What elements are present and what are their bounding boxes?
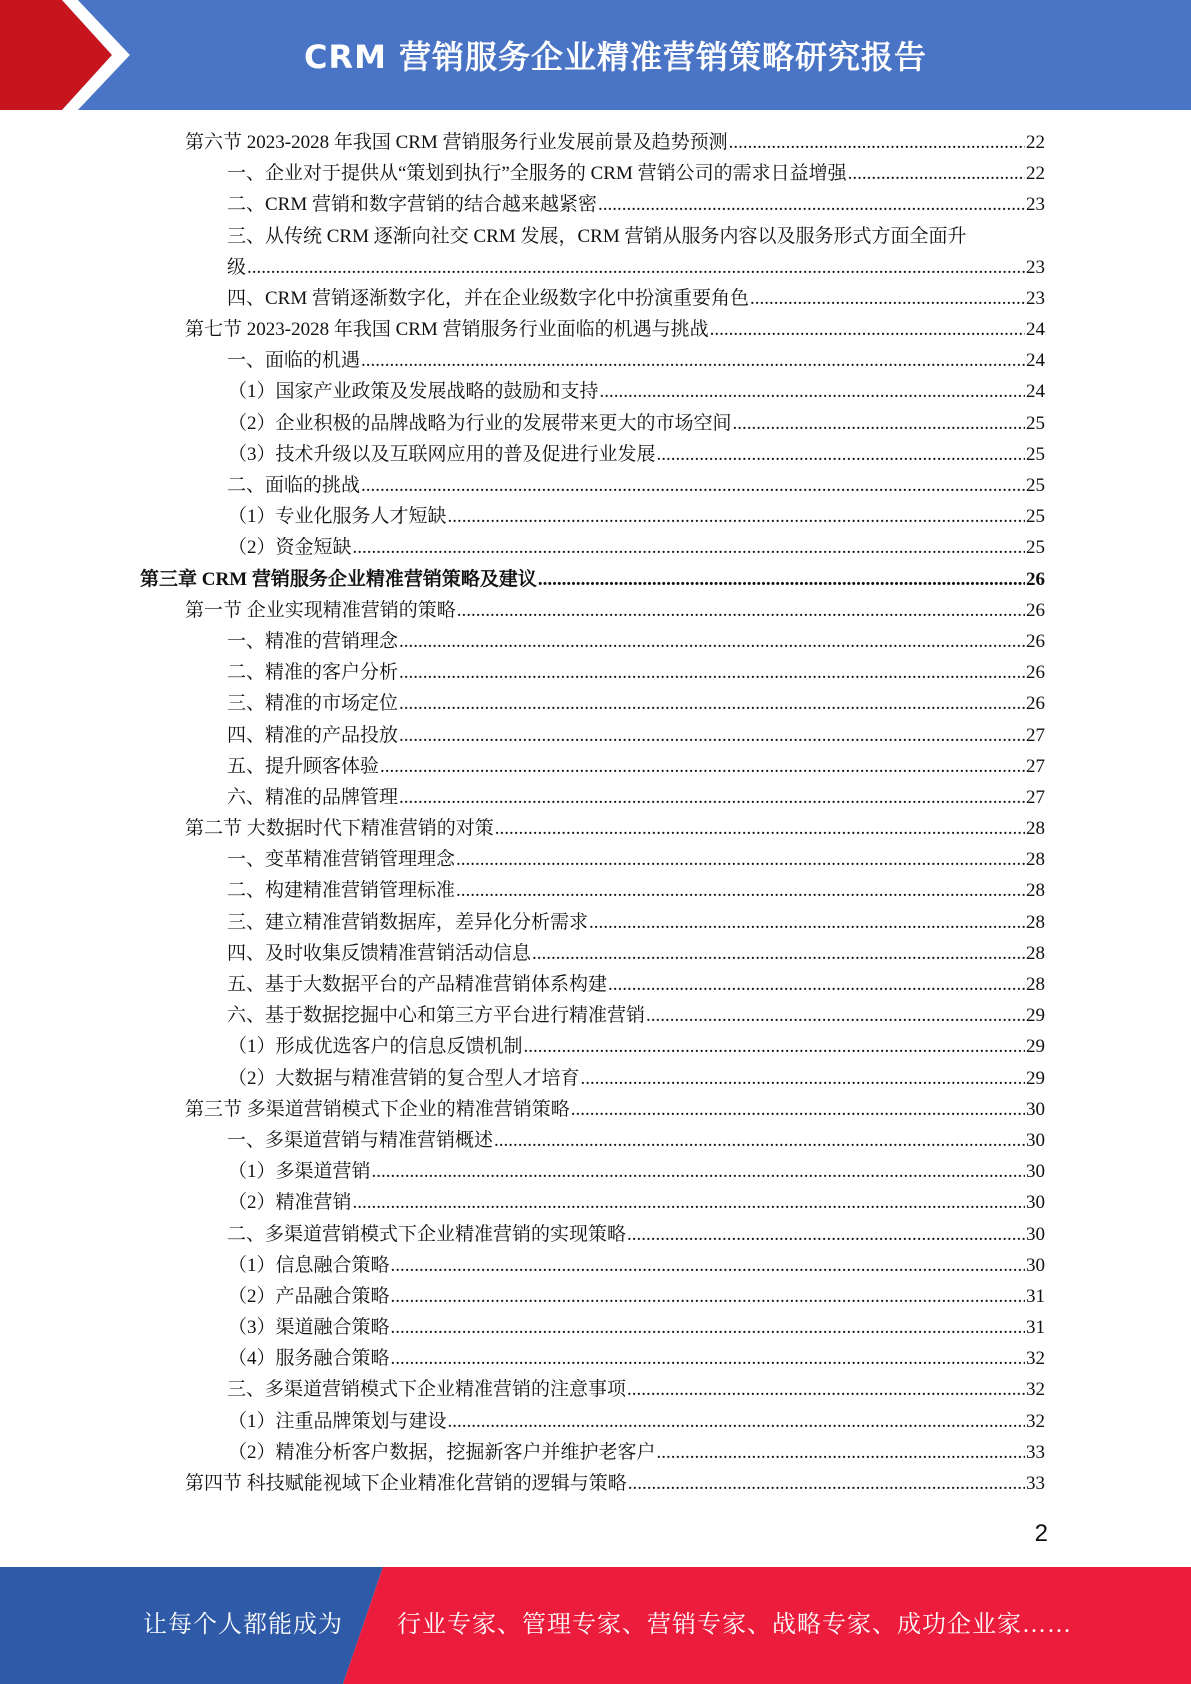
toc-entry-page: 26 <box>1026 568 1045 590</box>
toc-entry-page: 30 <box>1026 1129 1045 1151</box>
toc-entry[interactable] <box>140 1031 1045 1062</box>
toc-leader-dots <box>532 938 1025 969</box>
toc-entry[interactable] <box>140 657 1045 688</box>
toc-entry-label: 六、基于数据挖掘中心和第三方平台进行精准营销 <box>227 1005 646 1027</box>
toc-entry-label: 第四节 科技赋能视域下企业精准化营销的逻辑与策略 <box>185 1473 627 1495</box>
toc-entry[interactable] <box>140 501 1045 532</box>
toc-entry-page: 23 <box>1026 287 1045 309</box>
toc-entry[interactable] <box>140 1000 1045 1031</box>
toc-entry[interactable] <box>140 751 1045 782</box>
toc-leader-dots <box>448 1406 1025 1437</box>
toc-leader-dots <box>729 127 1025 158</box>
toc-entry[interactable] <box>140 626 1045 657</box>
toc-entry-page: 32 <box>1026 1410 1045 1432</box>
toc-leader-dots <box>399 720 1025 751</box>
toc-leader-dots <box>733 408 1025 439</box>
toc-entry[interactable] <box>140 1219 1045 1250</box>
toc-entry[interactable] <box>140 688 1045 719</box>
toc-entry[interactable] <box>140 969 1045 1000</box>
toc-entry-page: 32 <box>1026 1348 1045 1370</box>
toc-entry[interactable] <box>140 1375 1045 1406</box>
toc-entry-label: 五、基于大数据平台的产品精准营销体系构建 <box>227 974 608 996</box>
toc-entry-label: 第七节 2023-2028 年我国 CRM 营销服务行业面临的机遇与挑战 <box>185 319 709 341</box>
toc-leader-dots <box>380 751 1025 782</box>
toc-entry-page: 27 <box>1026 724 1045 746</box>
toc-entry-page: 25 <box>1026 443 1045 465</box>
toc-entry[interactable] <box>140 127 1045 158</box>
toc-leader-dots <box>399 688 1025 719</box>
toc-entry[interactable] <box>140 720 1045 751</box>
toc-entry-page: 25 <box>1026 412 1045 434</box>
toc-entry[interactable] <box>140 158 1045 189</box>
toc-leader-dots <box>589 907 1025 938</box>
toc-entry-label: 第三节 多渠道营销模式下企业的精准营销策略 <box>185 1098 570 1120</box>
toc-entry-label: 第一节 企业实现精准营销的策略 <box>185 599 456 621</box>
toc-entry-page: 33 <box>1026 1441 1045 1463</box>
toc-entry-page: 29 <box>1026 1067 1045 1089</box>
toc-entry-page: 24 <box>1026 381 1045 403</box>
toc-entry-page: 31 <box>1026 1317 1045 1339</box>
toc-entry[interactable] <box>140 1156 1045 1187</box>
toc-leader-dots <box>399 782 1025 813</box>
toc-entry[interactable] <box>140 532 1045 563</box>
toc-entry-label: （1）信息融合策略 <box>228 1254 390 1276</box>
toc-leader-dots <box>247 252 1025 283</box>
toc-leader-dots <box>361 470 1025 501</box>
toc-entry[interactable] <box>140 876 1045 907</box>
toc-leader-dots <box>608 969 1025 1000</box>
toc-entry[interactable] <box>140 1406 1045 1437</box>
toc-entry[interactable] <box>140 1094 1045 1125</box>
page-header <box>0 0 1191 110</box>
toc-leader-dots <box>538 564 1025 595</box>
toc-entry-page: 29 <box>1026 1036 1045 1058</box>
toc-entry-label: （1）国家产业政策及发展战略的鼓励和支持 <box>228 381 599 403</box>
toc-entry-label: 六、精准的品牌管理 <box>227 786 399 808</box>
toc-entry[interactable] <box>140 439 1045 470</box>
toc-leader-dots <box>600 376 1025 407</box>
toc-entry-label: 二、面临的挑战 <box>227 475 361 497</box>
toc-leader-dots <box>571 1094 1025 1125</box>
toc-entry[interactable] <box>140 782 1045 813</box>
toc-entry-page: 30 <box>1026 1223 1045 1245</box>
toc-entry-label: （1）注重品牌策划与建设 <box>228 1410 447 1432</box>
toc-entry-page: 23 <box>1026 256 1045 278</box>
toc-leader-dots <box>399 626 1025 657</box>
toc-entry-label: 一、企业对于提供从“策划到执行”全服务的 CRM 营销公司的需求日益增强 <box>227 163 847 185</box>
toc-entry-label: 一、多渠道营销与精准营销概述 <box>227 1129 494 1151</box>
toc-leader-dots <box>391 1343 1025 1374</box>
footer-slogan-left: 让每个人都能成为 <box>143 1612 343 1638</box>
toc-entry-page: 25 <box>1026 475 1045 497</box>
toc-entry-label: （3）技术升级以及互联网应用的普及促进行业发展 <box>228 443 656 465</box>
toc-entry-label: （2）大数据与精准营销的复合型人才培育 <box>228 1067 580 1089</box>
toc-entry-page: 29 <box>1026 1005 1045 1027</box>
toc-leader-dots <box>710 314 1025 345</box>
toc-entry[interactable] <box>140 221 1045 252</box>
toc-entry-label: 第三章 CRM 营销服务企业精准营销策略及建议 <box>140 568 537 590</box>
toc-entry-page: 28 <box>1026 849 1045 871</box>
toc-entry[interactable] <box>140 564 1045 595</box>
toc-leader-dots <box>598 189 1025 220</box>
toc-leader-dots <box>848 158 1025 189</box>
toc-leader-dots <box>494 1125 1025 1156</box>
toc-entry-label: 二、精准的客户分析 <box>227 662 399 684</box>
toc-entry[interactable] <box>140 1437 1045 1468</box>
toc-entry-page: 26 <box>1026 599 1045 621</box>
toc-entry[interactable] <box>140 1281 1045 1312</box>
toc-entry-label: 第六节 2023-2028 年我国 CRM 营销服务行业发展前景及趋势预测 <box>185 131 728 153</box>
toc-entry[interactable] <box>140 314 1045 345</box>
toc-entry-label: 二、CRM 营销和数字营销的结合越来越紧密 <box>227 194 597 216</box>
toc-entry[interactable] <box>140 813 1045 844</box>
toc-entry[interactable] <box>140 1343 1045 1374</box>
toc-entry-page: 22 <box>1026 163 1045 185</box>
toc-entry-page: 30 <box>1026 1098 1045 1120</box>
toc-entry[interactable] <box>140 1250 1045 1281</box>
toc-entry-page: 27 <box>1026 786 1045 808</box>
toc-entry-label: （3）渠道融合策略 <box>228 1317 390 1339</box>
toc-entry[interactable] <box>140 283 1045 314</box>
toc-leader-dots <box>627 1219 1025 1250</box>
toc-entry-page: 33 <box>1026 1473 1045 1495</box>
toc-leader-dots <box>657 1437 1025 1468</box>
toc-entry[interactable] <box>140 1312 1045 1343</box>
toc-entry-page: 32 <box>1026 1379 1045 1401</box>
toc-entry-page: 26 <box>1026 630 1045 652</box>
toc-entry-label: （2）产品融合策略 <box>228 1285 390 1307</box>
toc-leader-dots <box>750 283 1025 314</box>
toc-leader-dots <box>628 1468 1025 1499</box>
toc-leader-dots <box>399 657 1025 688</box>
toc-leader-dots <box>372 1156 1025 1187</box>
toc-entry-label: 三、建立精准营销数据库，差异化分析需求 <box>227 911 589 933</box>
toc-leader-dots <box>448 501 1025 532</box>
toc-entry[interactable] <box>140 189 1045 220</box>
toc-leader-dots <box>353 532 1025 563</box>
toc-entry-label: 五、提升顾客体验 <box>227 755 380 777</box>
toc-entry-label: （1）多渠道营销 <box>228 1161 371 1183</box>
toc-entry[interactable] <box>140 470 1045 501</box>
toc-entry-page: 24 <box>1026 319 1045 341</box>
toc-entry-label: 三、从传统 CRM 逐渐向社交 CRM 发展，CRM 营销从服务内容以及服务形式方面全面升 <box>227 225 967 247</box>
toc-entry-page: 28 <box>1026 942 1045 964</box>
toc-entry-label: 三、多渠道营销模式下企业精准营销的注意事项 <box>227 1379 627 1401</box>
toc-entry-label: 第二节 大数据时代下精准营销的对策 <box>185 818 494 840</box>
toc-entry-page: 25 <box>1026 506 1045 528</box>
toc-entry[interactable] <box>140 844 1045 875</box>
toc-entry[interactable] <box>140 938 1045 969</box>
toc-leader-dots <box>627 1374 1025 1405</box>
toc-leader-dots <box>581 1063 1025 1094</box>
page-number: 2 <box>1034 1520 1048 1547</box>
toc-entry-page: 22 <box>1026 131 1045 153</box>
toc-entry-label: （1）形成优选客户的信息反馈机制 <box>228 1036 523 1058</box>
toc-entry-label: 四、精准的产品投放 <box>227 724 399 746</box>
toc-entry-page: 30 <box>1026 1192 1045 1214</box>
toc-leader-dots <box>353 1187 1025 1218</box>
toc-entry[interactable] <box>140 907 1045 938</box>
page-footer <box>0 1567 1191 1684</box>
toc-leader-dots <box>495 813 1025 844</box>
toc-entry-page: 28 <box>1026 974 1045 996</box>
toc-entry-label: （1）专业化服务人才短缺 <box>228 506 447 528</box>
toc-entry-label: （4）服务融合策略 <box>228 1348 390 1370</box>
toc-leader-dots <box>457 595 1025 626</box>
toc-entry-label: 三、精准的市场定位 <box>227 693 399 715</box>
toc-leader-dots <box>646 1000 1025 1031</box>
table-of-contents <box>140 127 1045 1499</box>
toc-leader-dots <box>391 1281 1025 1312</box>
toc-entry-label: （2）资金短缺 <box>228 537 352 559</box>
toc-entry-page: 24 <box>1026 350 1045 372</box>
toc-entry[interactable] <box>140 1187 1045 1218</box>
toc-entry-label: 二、多渠道营销模式下企业精准营销的实现策略 <box>227 1223 627 1245</box>
toc-entry-page: 23 <box>1026 194 1045 216</box>
toc-leader-dots <box>391 1312 1025 1343</box>
toc-entry-page: 27 <box>1026 755 1045 777</box>
toc-entry-page: 26 <box>1026 662 1045 684</box>
toc-entry-label: 一、面临的机遇 <box>227 350 361 372</box>
toc-entry-page: 25 <box>1026 537 1045 559</box>
toc-entry-page: 28 <box>1026 818 1045 840</box>
toc-entry-label: 一、变革精准营销管理理念 <box>227 849 456 871</box>
toc-entry-page: 30 <box>1026 1161 1045 1183</box>
toc-entry-label: 四、及时收集反馈精准营销活动信息 <box>227 942 532 964</box>
toc-leader-dots <box>361 345 1025 376</box>
toc-entry-page: 31 <box>1026 1285 1045 1307</box>
toc-entry[interactable] <box>140 252 1045 283</box>
report-title: CRM 营销服务企业精准营销策略研究报告 <box>303 38 928 76</box>
toc-entry-label: （2）企业积极的品牌战略为行业的发展带来更大的市场空间 <box>228 412 732 434</box>
toc-entry[interactable] <box>140 1468 1045 1499</box>
toc-entry-label: 二、构建精准营销管理标准 <box>227 880 456 902</box>
toc-leader-dots <box>456 875 1025 906</box>
footer-slogan-right: 行业专家、管理专家、营销专家、战略专家、成功企业家…… <box>397 1612 1072 1638</box>
toc-entry[interactable] <box>140 1125 1045 1156</box>
toc-entry-page: 26 <box>1026 693 1045 715</box>
header-arrow-graphic <box>0 0 150 110</box>
toc-entry-page: 28 <box>1026 911 1045 933</box>
toc-entry[interactable] <box>140 1063 1045 1094</box>
toc-entry-page: 30 <box>1026 1254 1045 1276</box>
toc-entry[interactable] <box>140 595 1045 626</box>
toc-entry-page: 28 <box>1026 880 1045 902</box>
toc-entry[interactable] <box>140 408 1045 439</box>
toc-leader-dots <box>391 1250 1025 1281</box>
toc-entry-label: 一、精准的营销理念 <box>227 630 399 652</box>
toc-entry[interactable] <box>140 345 1045 376</box>
toc-entry-label: 级 <box>227 256 247 278</box>
toc-entry-label: （2）精准营销 <box>228 1192 352 1214</box>
toc-entry[interactable] <box>140 377 1045 408</box>
toc-entry-label: 四、CRM 营销逐渐数字化，并在企业级数字化中扮演重要角色 <box>227 287 749 309</box>
toc-leader-dots <box>456 844 1025 875</box>
toc-leader-dots <box>524 1031 1025 1062</box>
toc-entry-label: （2）精准分析客户数据，挖掘新客户并维护老客户 <box>228 1441 656 1463</box>
toc-leader-dots <box>657 439 1025 470</box>
